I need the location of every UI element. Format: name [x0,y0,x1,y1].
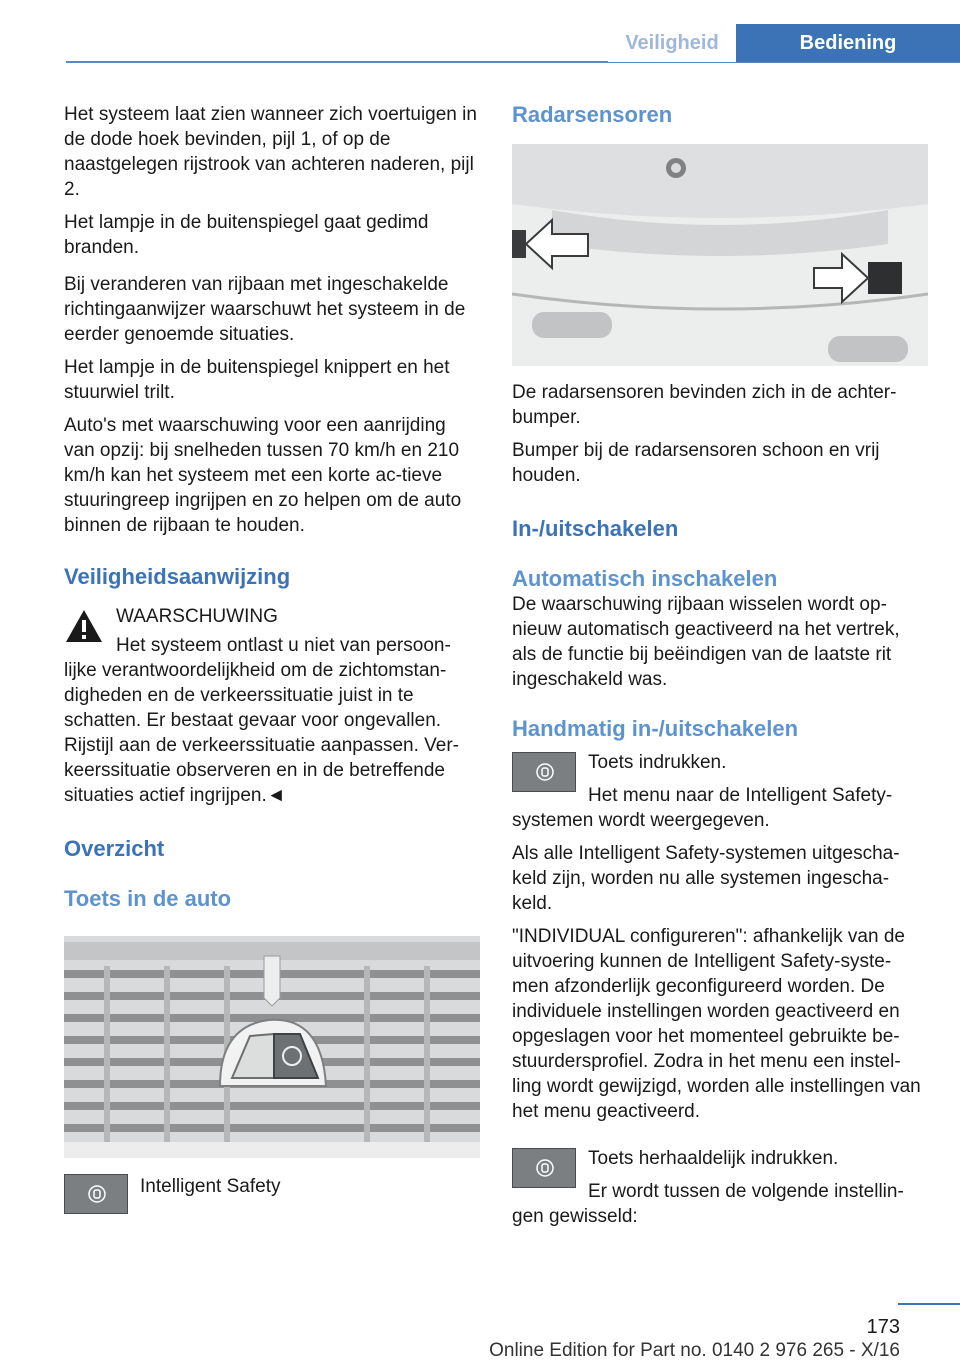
paragraph: Het lampje in de buitenspiegel knippert en het stuurwiel trilt. [64,357,450,403]
section-heading-onoff: In-/uitschakelen [512,516,679,541]
warning-triangle-icon [64,608,104,644]
right-column [512,102,928,1237]
step-text: Het menu naar de Intelligent Safety-systemen wordt weergegeven. [512,785,893,831]
subheading-auto: Automatisch inschakelen [512,566,778,591]
intelligent-safety-button[interactable] [64,1174,128,1214]
intelligent-safety-icon [535,1158,555,1178]
button-caption-row [64,1172,480,1199]
left-column [64,102,480,1207]
warning-title: WAARSCHUWING [116,606,278,627]
grille-button-image [64,936,480,1158]
paragraph: Bumper bij de radarsensoren schoon en vrij houden. [512,440,880,486]
paragraph: Als alle Intelligent Safety-systemen uitgescha-keld zijn, worden nu alle systemen ingescha-keld. [512,843,900,914]
paragraph: De radarsensoren bevinden zich in de achter-bumper. [512,382,897,428]
button-caption: Intelligent Safety [140,1176,281,1197]
manual-step-row [512,750,928,775]
step-text: Er wordt tussen de volgende instellin-gen gewisseld: [512,1181,904,1227]
tab-veiligheid[interactable]: Veiligheid [608,24,736,62]
paragraph: "INDIVIDUAL configureren": afhankelijk van de uitvoering kunnen de Intelligent Safety-syste-men afzonderlijk geconfigureerd worden. De individuele instellingen worden geactiveerd en opgeslagen voor het momenteel gebruikte be-stuurdersprofiel. Zodra in het menu een instel-ling wordt gewijzigd, worden alle instellingen van het menu geactiveerd. [512,926,921,1122]
paragraph: De waarschuwing rijbaan wisselen wordt op-nieuw automatisch geactiveerd na het vertrek, als de functie bij beëindigen van de laatste rit ingeschakeld was. [512,594,900,690]
paragraph: Auto's met waarschuwing voor een aanrijding van opzij: bij snelheden tussen 70 km/h en 210 km/h kan het systeem met een korte ac-tieve stuuringreep ingrijpen en zo helpen om de auto binnen de rijbaan te houden. [64,415,462,536]
paragraph: Het systeem laat zien wanneer zich voertuigen in de dode hoek bevinden, pijl 1, of op de naastgelegen rijstrook van achteren naderen, pijl 2. [64,104,477,200]
intelligent-safety-icon [87,1184,107,1204]
tab-bediening[interactable]: Bediening [736,24,960,62]
subheading-manual: Handmatig in-/uitschakelen [512,716,799,741]
repeat-step-row [512,1146,928,1171]
section-heading-safety: Veiligheidsaanwijzing [64,564,291,589]
subheading-button: Toets in de auto [64,886,232,911]
warning-text: Het systeem ontlast u niet van persoon-lijke verantwoordelijkheid om de zichtomstan-digheden en de verkeerssituatie juist in te schatten. Er bestaat gevaar voor ongevallen. Rijstijl aan de verkeerssituatie aanpassen. Ver-keerssituatie observeren en in de betreffende situaties actief ingrijpen.◄ [64,635,459,806]
intelligent-safety-icon [535,762,555,782]
section-heading-overview: Overzicht [64,836,165,861]
page-number: 173 [866,1316,900,1338]
paragraph: Bij veranderen van rijbaan met ingeschakelde richtingaanwijzer waarschuwt het systeem in de eerder genoemde situaties. [64,274,466,345]
footer-rule [898,1303,960,1305]
paragraph: Het lampje in de buitenspiegel gaat gedimd branden. [64,212,429,258]
intelligent-safety-button[interactable] [512,752,576,792]
intelligent-safety-button[interactable] [512,1148,576,1188]
subheading-radar: Radarsensoren [512,102,673,127]
edition-footer: Online Edition for Part no. 0140 2 976 265 - X/16 [489,1340,900,1361]
step-text: Toets indrukken. [588,752,727,773]
warning-block [64,604,480,808]
step-text: Toets herhaaldelijk indrukken. [588,1148,839,1169]
rear-bumper-image [512,144,928,366]
